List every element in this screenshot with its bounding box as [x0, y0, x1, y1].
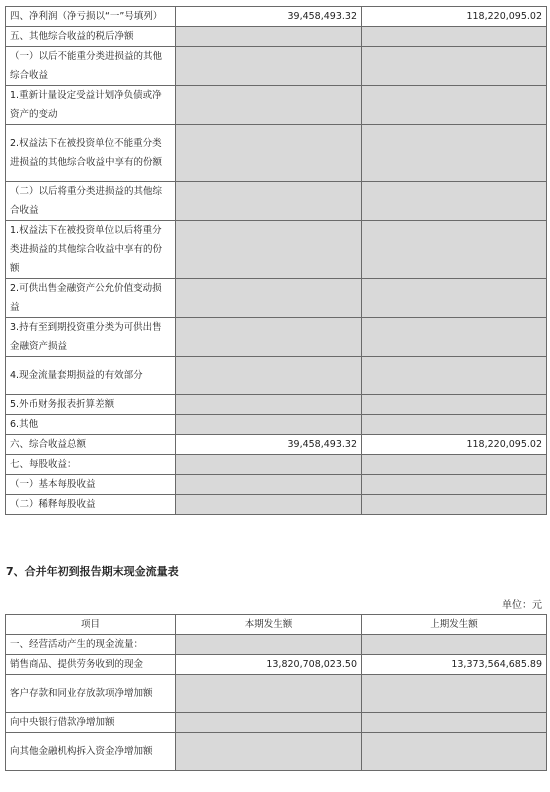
cash-flow-table [5, 614, 547, 771]
table-row [6, 7, 547, 27]
income-statement-table [5, 6, 547, 515]
row-label: 1.重新计量设定受益计划净负债或净资产的变动 [6, 86, 176, 125]
table-row [6, 279, 547, 318]
table-row [6, 655, 547, 675]
row-label: 客户存款和同业存放款项净增加额 [6, 675, 176, 713]
prior-period-value [362, 357, 547, 395]
current-period-value [176, 675, 362, 713]
table-row [6, 318, 547, 357]
header-current-period: 本期发生额 [176, 615, 362, 635]
table-row [6, 635, 547, 655]
prior-period-value [362, 635, 547, 655]
current-period-value [176, 415, 362, 435]
row-label: （二）以后将重分类进损益的其他综合收益 [6, 182, 176, 221]
current-period-value [176, 221, 362, 279]
table-row [6, 125, 547, 182]
row-label: 五、其他综合收益的税后净额 [6, 27, 176, 47]
table-row [6, 27, 547, 47]
prior-period-value [362, 221, 547, 279]
prior-period-value [362, 27, 547, 47]
current-period-value [176, 495, 362, 515]
current-period-value [176, 733, 362, 771]
current-period-value [176, 86, 362, 125]
prior-period-value [362, 455, 547, 475]
row-label: 2.权益法下在被投资单位不能重分类进损益的其他综合收益中享有的份额 [6, 125, 176, 182]
prior-period-value [362, 182, 547, 221]
row-label: 1.权益法下在被投资单位以后将重分类进损益的其他综合收益中享有的份额 [6, 221, 176, 279]
prior-period-value: 13,373,564,685.89 [362, 655, 547, 675]
current-period-value [176, 395, 362, 415]
table-row [6, 182, 547, 221]
current-period-value [176, 357, 362, 395]
table-row [6, 495, 547, 515]
table-row [6, 221, 547, 279]
prior-period-value: 118,220,095.02 [362, 435, 547, 455]
prior-period-value [362, 279, 547, 318]
prior-period-value [362, 318, 547, 357]
prior-period-value [362, 125, 547, 182]
prior-period-value [362, 495, 547, 515]
current-period-value [176, 47, 362, 86]
prior-period-value [362, 415, 547, 435]
row-label: 4.现金流量套期损益的有效部分 [6, 357, 176, 395]
row-label: 一、经营活动产生的现金流量： [6, 635, 176, 655]
table-row [6, 86, 547, 125]
current-period-value [176, 475, 362, 495]
row-label: （一）基本每股收益 [6, 475, 176, 495]
prior-period-value [362, 713, 547, 733]
row-label: 向中央银行借款净增加额 [6, 713, 176, 733]
prior-period-value [362, 733, 547, 771]
table-row [6, 713, 547, 733]
row-label: 2.可供出售金融资产公允价值变动损益 [6, 279, 176, 318]
table-row [6, 733, 547, 771]
table-header-row [6, 615, 547, 635]
prior-period-value: 118,220,095.02 [362, 7, 547, 27]
unit-label: 单位：元 [502, 600, 542, 611]
prior-period-value [362, 675, 547, 713]
current-period-value: 39,458,493.32 [176, 435, 362, 455]
current-period-value [176, 182, 362, 221]
prior-period-value [362, 395, 547, 415]
table-row [6, 415, 547, 435]
row-label: 向其他金融机构拆入资金净增加额 [6, 733, 176, 771]
section-heading: 7、合并年初到报告期末现金流量表 [6, 565, 179, 578]
table-row [6, 455, 547, 475]
current-period-value: 39,458,493.32 [176, 7, 362, 27]
current-period-value [176, 318, 362, 357]
row-label: 六、综合收益总额 [6, 435, 176, 455]
table-row [6, 357, 547, 395]
header-item: 项目 [6, 615, 176, 635]
row-label: 6.其他 [6, 415, 176, 435]
row-label: 销售商品、提供劳务收到的现金 [6, 655, 176, 675]
current-period-value [176, 713, 362, 733]
current-period-value [176, 27, 362, 47]
current-period-value [176, 455, 362, 475]
table-row [6, 395, 547, 415]
header-prior-period: 上期发生额 [362, 615, 547, 635]
row-label: （一）以后不能重分类进损益的其他综合收益 [6, 47, 176, 86]
row-label: （二）稀释每股收益 [6, 495, 176, 515]
prior-period-value [362, 475, 547, 495]
row-label: 七、每股收益： [6, 455, 176, 475]
current-period-value [176, 635, 362, 655]
current-period-value [176, 125, 362, 182]
table-row [6, 435, 547, 455]
prior-period-value [362, 86, 547, 125]
table-row [6, 675, 547, 713]
prior-period-value [362, 47, 547, 86]
row-label: 四、净利润（净亏损以“一”号填列） [6, 7, 176, 27]
current-period-value: 13,820,708,023.50 [176, 655, 362, 675]
row-label: 3.持有至到期投资重分类为可供出售金融资产损益 [6, 318, 176, 357]
current-period-value [176, 279, 362, 318]
row-label: 5.外币财务报表折算差额 [6, 395, 176, 415]
table-row [6, 475, 547, 495]
table-row [6, 47, 547, 86]
